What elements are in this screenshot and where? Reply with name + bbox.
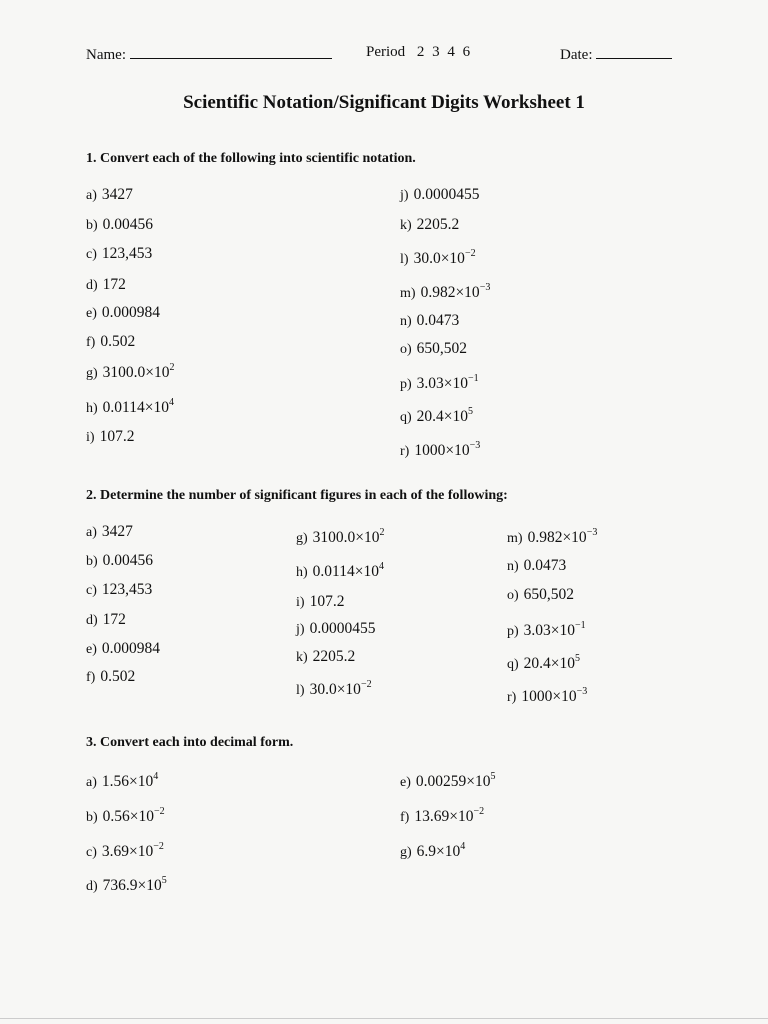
q3-item-a — [86, 773, 158, 791]
item-value: 0.000984 — [101, 304, 161, 321]
q1-item-d — [86, 276, 126, 294]
item-exponent: 4 — [153, 771, 159, 782]
q2-item-b — [86, 552, 153, 570]
item-label: a) — [86, 188, 97, 203]
q1-item-l — [400, 250, 476, 268]
item-label: q) — [400, 410, 412, 425]
name-blank[interactable] — [130, 44, 332, 59]
item-exponent: 5 — [575, 653, 581, 664]
item-value: 3.03×10 — [416, 375, 469, 392]
item-value: 0.982×10 — [527, 529, 587, 546]
item-value: 3427 — [101, 523, 133, 540]
item-label: i) — [296, 595, 305, 610]
q3-item-b — [86, 808, 165, 826]
q1-item-m — [400, 284, 490, 302]
item-exponent: −3 — [576, 686, 588, 697]
item-value: 1000×10 — [521, 688, 577, 705]
q1-item-i — [86, 428, 134, 446]
item-label: m) — [400, 286, 416, 301]
date-blank[interactable] — [596, 44, 672, 59]
item-label: f) — [86, 335, 96, 350]
q1-item-f — [86, 333, 135, 351]
item-label: d) — [86, 278, 98, 293]
name-field — [86, 44, 332, 64]
item-value: 0.502 — [100, 333, 136, 350]
item-value: 20.4×10 — [523, 655, 576, 672]
name-label: Name: — [86, 47, 126, 63]
page-bottom-edge — [0, 1018, 768, 1019]
item-exponent: −3 — [586, 527, 598, 538]
item-value: 3427 — [101, 186, 133, 203]
item-label: g) — [400, 845, 412, 860]
item-value: 0.0114×10 — [312, 563, 379, 580]
q2-item-k — [296, 648, 355, 666]
item-label: n) — [507, 559, 519, 574]
q1-item-c — [86, 245, 152, 263]
item-exponent: −2 — [360, 679, 372, 690]
item-value: 30.0×10 — [309, 681, 361, 698]
q3-item-c — [86, 843, 164, 861]
q2-item-j — [296, 620, 375, 638]
item-value: 0.00456 — [102, 552, 154, 569]
item-label: k) — [400, 218, 412, 233]
q2-item-d — [86, 611, 126, 629]
q2-item-e — [86, 640, 160, 658]
item-label: l) — [296, 683, 305, 698]
item-value: 0.0473 — [523, 557, 567, 574]
item-value: 3.69×10 — [101, 843, 154, 860]
item-label: d) — [86, 879, 98, 894]
item-label: h) — [86, 401, 98, 416]
q2-item-g — [296, 529, 385, 547]
item-value: 0.0473 — [416, 312, 460, 329]
question-3-heading: 3. Convert each into decimal form. — [86, 735, 294, 750]
item-value: 0.000984 — [101, 640, 161, 657]
item-label: b) — [86, 554, 98, 569]
item-label: g) — [296, 531, 308, 546]
item-exponent: −1 — [575, 620, 586, 631]
q1-item-q — [400, 408, 473, 426]
item-exponent: −2 — [153, 841, 164, 852]
item-label: c) — [86, 845, 97, 860]
item-label: f) — [86, 670, 96, 685]
q2-item-n — [507, 557, 566, 575]
item-value: 3100.0×10 — [102, 364, 170, 381]
item-value: 0.502 — [100, 668, 136, 685]
item-value: 736.9×10 — [102, 877, 162, 894]
q2-item-c — [86, 581, 152, 599]
q2-item-i — [296, 593, 344, 611]
question-2-heading: 2. Determine the number of significant figures in each of the following: — [86, 488, 508, 503]
item-label: k) — [296, 650, 308, 665]
item-label: b) — [86, 218, 98, 233]
q2-item-a — [86, 523, 133, 541]
q1-item-g — [86, 364, 175, 382]
item-label: j) — [296, 622, 305, 637]
item-label: r) — [400, 444, 410, 459]
item-value: 0.00259×10 — [415, 773, 491, 790]
worksheet-title: Scientific Notation/Significant Digits Worksheet 1 — [183, 92, 585, 113]
q3-item-e — [400, 773, 496, 791]
item-label: q) — [507, 657, 519, 672]
item-value: 172 — [102, 611, 126, 628]
item-value: 0.00456 — [102, 216, 154, 233]
q2-item-m — [507, 529, 597, 547]
item-exponent: −2 — [473, 806, 485, 817]
q1-item-o — [400, 340, 467, 358]
item-label: n) — [400, 314, 412, 329]
q1-item-k — [400, 216, 459, 234]
item-label: h) — [296, 565, 308, 580]
item-exponent: −2 — [464, 248, 476, 259]
item-value: 0.56×10 — [102, 808, 155, 825]
item-label: m) — [507, 531, 523, 546]
q2-item-r — [507, 688, 587, 706]
item-exponent: 4 — [168, 397, 174, 408]
item-exponent: 5 — [468, 406, 474, 417]
q1-item-h — [86, 399, 174, 417]
item-exponent: −3 — [469, 440, 481, 451]
item-label: e) — [86, 306, 97, 321]
item-value: 123,453 — [101, 581, 153, 598]
item-label: o) — [400, 342, 412, 357]
item-label: c) — [86, 583, 97, 598]
q2-item-l — [296, 681, 372, 699]
item-label: i) — [86, 430, 95, 445]
item-label: f) — [400, 810, 410, 825]
item-value: 1000×10 — [414, 442, 470, 459]
question-1-heading: 1. Convert each of the following into scientific notation. — [86, 151, 416, 166]
item-value: 3.03×10 — [523, 622, 576, 639]
item-label: j) — [400, 188, 409, 203]
item-value: 0.0114×10 — [102, 399, 169, 416]
q2-item-o — [507, 586, 574, 604]
q3-item-f — [400, 808, 484, 826]
item-label: p) — [507, 624, 519, 639]
item-value: 0.0000455 — [413, 186, 480, 203]
item-value: 107.2 — [309, 593, 345, 610]
q2-item-f — [86, 668, 135, 686]
item-value: 0.982×10 — [420, 284, 480, 301]
item-exponent: 2 — [169, 362, 175, 373]
period-label: Period — [366, 44, 406, 60]
item-label: e) — [86, 642, 97, 657]
item-label: a) — [86, 525, 97, 540]
item-value: 13.69×10 — [414, 808, 474, 825]
item-exponent: 5 — [161, 875, 167, 886]
period-options: 2 3 4 6 — [416, 44, 471, 60]
item-exponent: 4 — [378, 561, 384, 572]
item-value: 107.2 — [99, 428, 135, 445]
item-exponent: 4 — [460, 841, 466, 852]
item-value: 6.9×10 — [416, 843, 461, 860]
item-exponent: 5 — [490, 771, 496, 782]
period-field — [366, 44, 470, 61]
item-value: 0.0000455 — [309, 620, 376, 637]
q2-item-q — [507, 655, 580, 673]
q1-item-b — [86, 216, 153, 234]
item-label: l) — [400, 252, 409, 267]
item-label: c) — [86, 247, 97, 262]
date-label: Date: — [560, 47, 593, 63]
item-value: 650,502 — [523, 586, 575, 603]
q2-item-p — [507, 622, 586, 640]
q1-item-j — [400, 186, 479, 204]
item-label: d) — [86, 613, 98, 628]
item-value: 3100.0×10 — [312, 529, 380, 546]
item-label: g) — [86, 366, 98, 381]
item-value: 172 — [102, 276, 126, 293]
q1-item-a — [86, 186, 133, 204]
item-exponent: −2 — [154, 806, 165, 817]
q3-item-d — [86, 877, 167, 895]
item-value: 30.0×10 — [413, 250, 465, 267]
q1-item-p — [400, 375, 479, 393]
item-value: 2205.2 — [312, 648, 356, 665]
item-exponent: −3 — [479, 282, 491, 293]
q1-item-r — [400, 442, 480, 460]
item-label: p) — [400, 377, 412, 392]
item-label: r) — [507, 690, 517, 705]
item-label: o) — [507, 588, 519, 603]
item-value: 2205.2 — [416, 216, 460, 233]
item-label: a) — [86, 775, 97, 790]
item-label: e) — [400, 775, 411, 790]
item-value: 123,453 — [101, 245, 153, 262]
item-value: 650,502 — [416, 340, 468, 357]
item-value: 1.56×10 — [101, 773, 154, 790]
q2-item-h — [296, 563, 384, 581]
q1-item-n — [400, 312, 459, 330]
item-exponent: 2 — [379, 527, 385, 538]
item-label: b) — [86, 810, 98, 825]
item-value: 20.4×10 — [416, 408, 469, 425]
q1-item-e — [86, 304, 160, 322]
q3-item-g — [400, 843, 465, 861]
date-field — [560, 44, 672, 64]
item-exponent: −1 — [468, 373, 479, 384]
